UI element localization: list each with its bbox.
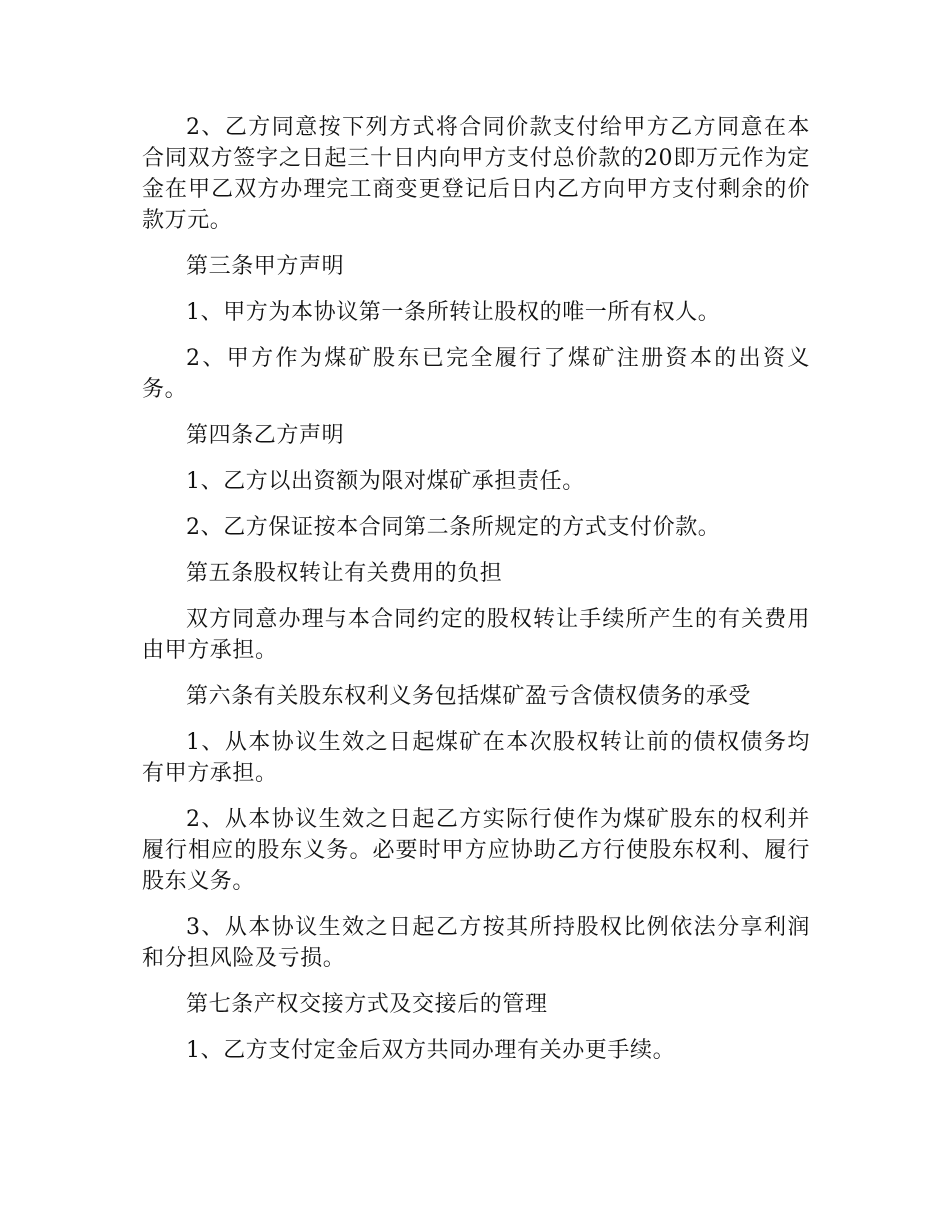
article-7-clause-1: 1、乙方支付定金后双方共同办理有关办更手续。 (186, 1038, 676, 1063)
article-4-clause-1: 1、乙方以出资额为限对煤矿承担责任。 (186, 469, 585, 494)
article-3-heading: 第三条甲方声明 (186, 254, 345, 279)
article-3-clause-2: 2、甲方作为煤矿股东已完全履行了煤矿注册资本的出资义务。 (142, 346, 810, 402)
article-6-clause-1: 1、从本协议生效之日起煤矿在本次股权转让前的债权债务均有甲方承担。 (142, 730, 810, 786)
article-6-heading: 第六条有关股东权利义务包括煤矿盈亏含债权债务的承受 (186, 684, 752, 709)
article-7-heading: 第七条产权交接方式及交接后的管理 (186, 992, 548, 1017)
article-5-paragraph: 双方同意办理与本合同约定的股权转让手续所产生的有关费用由甲方承担。 (142, 607, 810, 663)
article-4-heading: 第四条乙方声明 (186, 423, 345, 448)
article-3-clause-1: 1、甲方为本协议第一条所转让股权的唯一所有权人。 (186, 300, 721, 325)
article-4-clause-2: 2、乙方保证按本合同第二条所规定的方式支付价款。 (186, 515, 721, 540)
article-6-clause-3: 3、从本协议生效之日起乙方按其所持股权比例依法分享利润和分担风险及亏损。 (142, 915, 810, 971)
clause-2-payment-paragraph: 2、乙方同意按下列方式将合同价款支付给甲方乙方同意在本合同双方签字之日起三十日内向甲方支付总价款的20即万元作为定金在甲乙双方办理完工商变更登记后日内乙方向甲方支付剩余的价款万元。 (142, 115, 810, 233)
document-body (142, 112, 810, 1081)
article-6-clause-2: 2、从本协议生效之日起乙方实际行使作为煤矿股东的权利并履行相应的股东义务。必要时甲方应协助乙方行使股东权利、履行股东义务。 (142, 807, 810, 894)
article-5-heading: 第五条股权转让有关费用的负担 (186, 561, 503, 586)
